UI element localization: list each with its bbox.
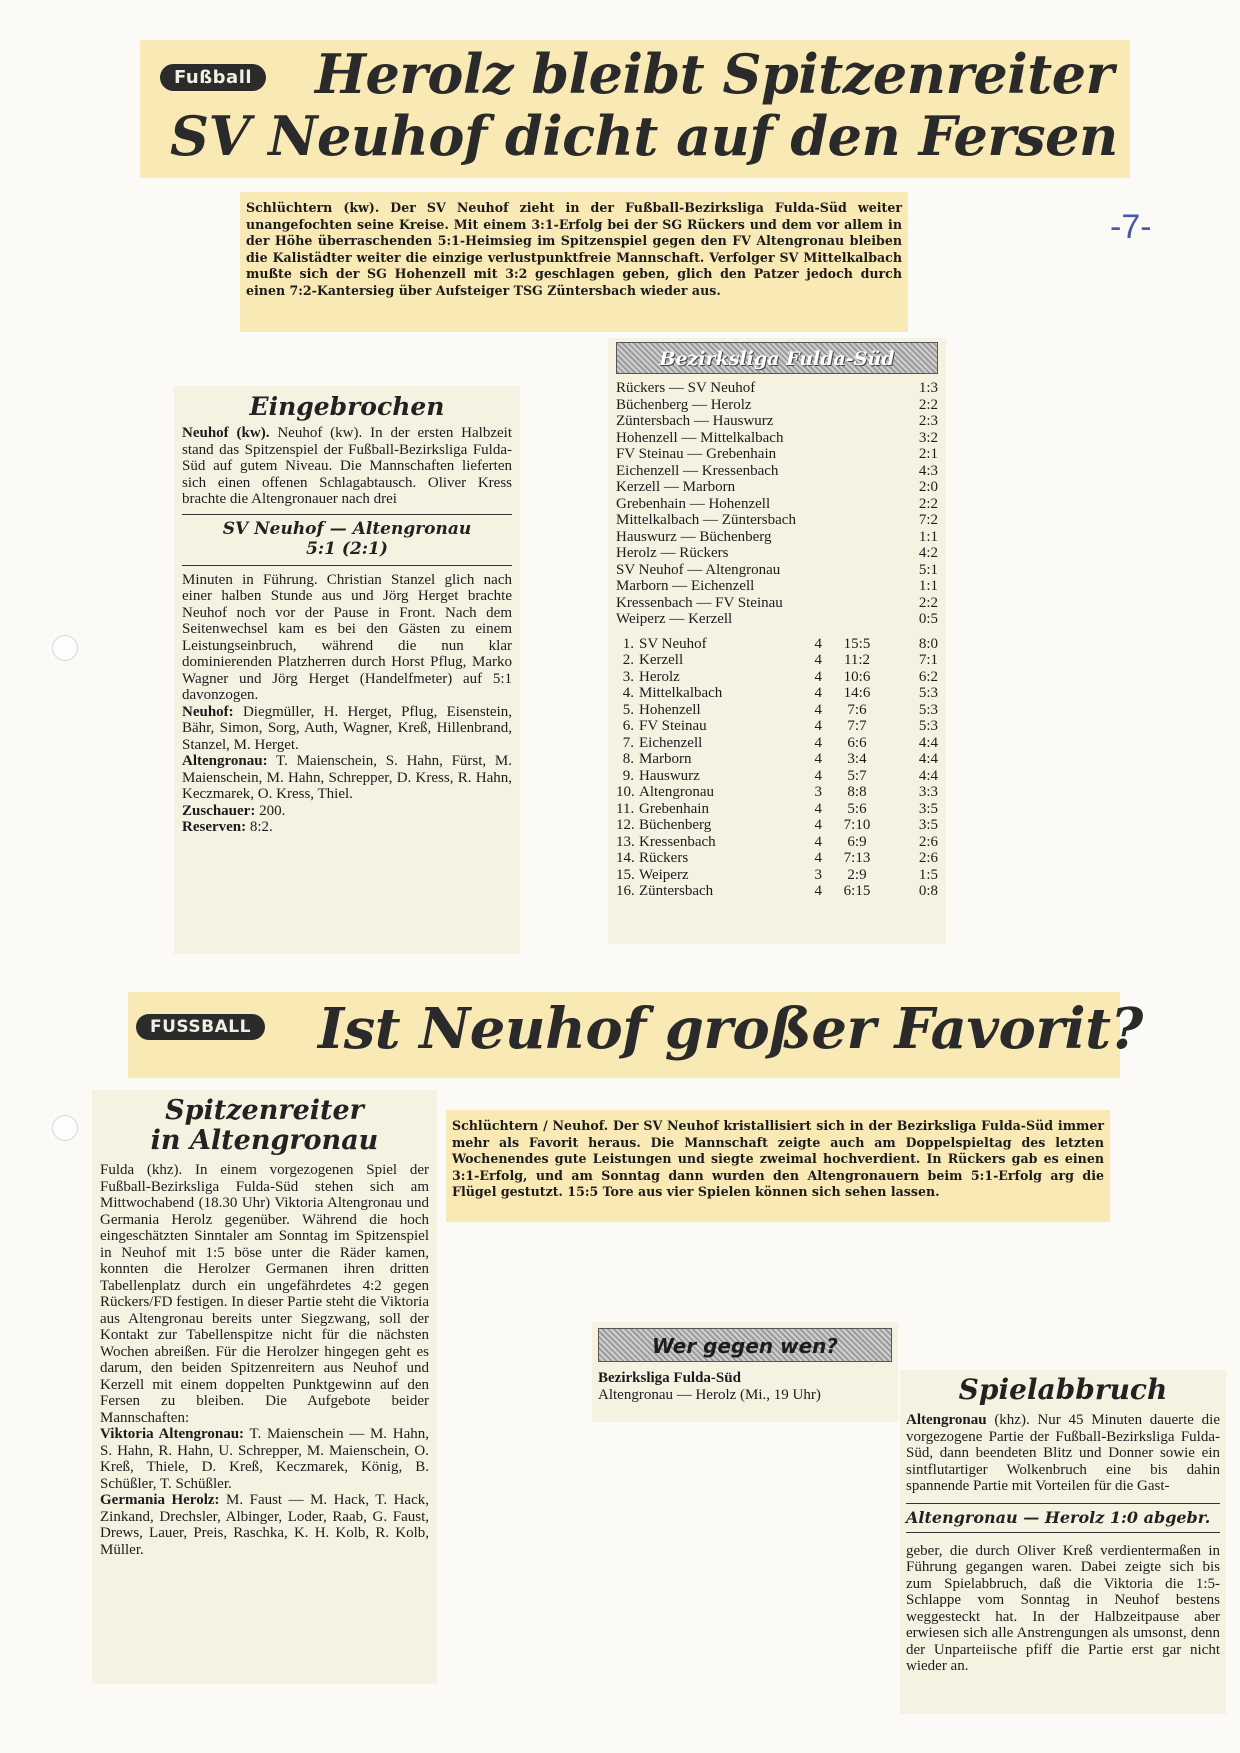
result-match: Marborn — Eichenzell: [616, 578, 755, 594]
standings-row: [616, 817, 938, 834]
result-score: 2:2: [918, 495, 938, 512]
lead2-clipping: [446, 1110, 1110, 1222]
standings-team: Eichenzell: [639, 734, 703, 751]
result-match: Grebenhain — Hohenzell: [616, 495, 771, 512]
spielabbruch-clipping: [900, 1370, 1226, 1714]
result-match: Eichenzell — Kressenbach: [616, 462, 779, 479]
standings-games: 4: [814, 734, 822, 751]
headline2: Ist Neuhof großer Favorit?: [318, 996, 1143, 1062]
standings-team: SV Neuhof: [639, 635, 707, 652]
standings-rank: 1.: [622, 635, 634, 652]
result-score: 4:3: [918, 462, 938, 479]
standings-team: Grebenhain: [639, 800, 709, 817]
standings-row: [616, 636, 938, 653]
standings-games: 4: [814, 635, 822, 652]
fixtures-league: Bezirksliga Fulda-Süd: [598, 1370, 741, 1386]
result-match: Rückers — SV Neuhof: [616, 380, 756, 396]
standings-points: 8:0: [918, 635, 938, 652]
standings-games: 4: [814, 800, 822, 817]
standings-games: 4: [814, 668, 822, 685]
result-row: [616, 496, 938, 513]
result-score: 2:1: [918, 446, 938, 462]
standings-games: 4: [814, 718, 822, 734]
result-match: Kressenbach — FV Steinau: [616, 594, 783, 611]
standings-row: [616, 801, 938, 818]
standings-team: Herolz: [639, 668, 680, 685]
lead-text: Schlüchtern (kw). Der SV Neuhof zieht in der Fußball-Bezirksliga Fulda-Süd weiter unangefochten seine Kreise. Mit einem 3:1-Erfolg bei der SG Rückers und dem vor allem in der Höhe überraschenden 5:1-Heimsieg im Spitzenspiel gegen den FV Altengronau bleiben die Kalistädter weiter die einzige verlustpunktfreie Mannschaft. Verfolger SV Mittelkalbach mußte sich der SG Hohenzell mit 3:2 geschlagen geben, glich den Patzer jedoch durch einen 7:2-Kantersieg über Aufsteiger TSG Züntersbach wieder aus.: [246, 200, 902, 298]
result-row: [616, 545, 938, 562]
match-line: Altengronau — Herolz 1:0 abgebr.: [906, 1507, 1211, 1527]
standings-team: Altengronau: [639, 784, 714, 800]
standings-rank: 12.: [616, 817, 635, 833]
standings-team: Hauswurz: [639, 767, 700, 784]
germania-lineup: [100, 1492, 429, 1558]
spitzenreiter-clipping: [92, 1090, 437, 1684]
divider: [182, 514, 512, 515]
standings-goals: 7:10: [843, 817, 871, 833]
standings-goals: 7:7: [847, 718, 867, 734]
standings-goals: 5:7: [847, 767, 867, 784]
divider: [182, 565, 512, 566]
standings-rank: 14.: [616, 850, 635, 866]
lineup-text: Diegmüller, H. Herget, Pflug, Eisenstein, Bähr, Simon, Sorg, Auth, Wagner, Kreß, Hillenbrand, Stanzel, M. Herget.: [182, 703, 512, 753]
result-score: 7:2: [918, 512, 938, 528]
table-clipping: [608, 338, 946, 944]
result-score: 1:3: [918, 380, 938, 396]
standings-games: 4: [814, 751, 822, 767]
match-score: 5:1 (2:1): [306, 538, 388, 559]
result-row: [616, 413, 938, 430]
standings-goals: 2:9: [847, 866, 867, 883]
result-match: Büchenberg — Herolz: [616, 396, 752, 413]
standings-team: Weiperz: [639, 866, 689, 883]
result-row: [616, 595, 938, 612]
result-score: 0:5: [918, 611, 938, 627]
standings-points: 6:2: [918, 668, 938, 685]
standings-points: 5:3: [918, 685, 938, 701]
standings-row: [616, 718, 938, 735]
spielabbruch-title: Spielabbruch: [958, 1373, 1168, 1406]
eingebrochen-clipping: [174, 386, 520, 954]
standings-rank: 8.: [622, 751, 634, 767]
reserven-label: Reserven:: [182, 819, 247, 835]
standings-rank: 9.: [622, 767, 634, 784]
spitzenreiter-title-2: in Altengronau: [150, 1125, 379, 1156]
spitzenreiter-title: Spitzenreiter: [165, 1095, 364, 1126]
standings-row: [616, 867, 938, 884]
result-score: 2:2: [918, 594, 938, 611]
standings-rank: 4.: [622, 685, 634, 701]
punch-hole: [52, 1115, 78, 1141]
lead2-text: Schlüchtern / Neuhof. Der SV Neuhof kristallisiert sich in der Bezirksliga Fulda-Süd immer mehr als Favorit heraus. Die Mannschaft zeigte auch am Doppelspieltag des letzten Wochenendes gute Leistungen und siegte zweimal hochverdient. In Rückers gab es einen 3:1-Erfolg, und am Sonntag dann wurden den Altengronauern beim 5:1-Erfolg arg die Flügel gestutzt. 15:5 Tore aus vier Spielen können sich sehen lassen.: [452, 1118, 1104, 1199]
standings-goals: 5:6: [847, 800, 867, 817]
standings-games: 4: [814, 817, 822, 833]
standings-team: Kressenbach: [639, 833, 716, 850]
standings-rank: 16.: [616, 883, 635, 899]
result-row: [616, 397, 938, 414]
result-row: [616, 529, 938, 546]
standings-goals: 10:6: [843, 668, 871, 685]
intro-text: (khz). Nur 45 Minuten dauerte die vorgezogene Partie der Fußball-Bezirksliga Fulda-Süd, dann beendeten Blitz und Donner sowie ein sintflutartiger Wolkenbruch eine bis dahin spannende Partie mit Vorteilen für die Gast-: [906, 1412, 1220, 1494]
fixtures-clipping: [592, 1322, 898, 1422]
spielabbruch-intro: [906, 1412, 1220, 1495]
standings-row: [616, 768, 938, 785]
standings-points: 0:8: [918, 883, 938, 899]
result-score: 4:2: [918, 545, 938, 561]
result-score: 1:1: [918, 528, 938, 545]
standings-goals: 7:6: [847, 701, 867, 718]
standings-rank: 3.: [622, 668, 634, 685]
standings-points: 3:5: [918, 800, 938, 817]
result-row: [616, 512, 938, 529]
standings-goals: 3:4: [847, 751, 867, 767]
lineup-text: T. Maienschein — M. Hahn, S. Hahn, R. Hahn, U. Schrepper, M. Maienschein, O. Kreß, Thiele, D. Kreß, Keczmarek, König, B. Schüßler, T. Schüßler.: [100, 1426, 429, 1492]
match-title: SV Neuhof — Altengronau: [222, 518, 472, 539]
page-number: -7-: [1110, 208, 1152, 246]
zuschauer: [182, 803, 512, 820]
standings-row: [616, 850, 938, 867]
result-score: 5:1: [918, 561, 938, 578]
standings-row: [616, 735, 938, 752]
result-match: Herolz — Rückers: [616, 545, 729, 561]
standings-table: [616, 636, 938, 900]
lineup-text: T. Maienschein, S. Hahn, Fürst, M. Maienschein, M. Hahn, Schrepper, D. Kress, R. Hahn, Keczmarek, O. Kress, Thiel.: [182, 753, 512, 802]
standings-goals: 6:6: [847, 734, 867, 751]
standings-goals: 15:5: [843, 635, 871, 652]
result-row: [616, 446, 938, 463]
table-title: Bezirksliga Fulda-Süd: [616, 342, 938, 374]
standings-rank: 15.: [616, 866, 635, 883]
result-score: 2:3: [918, 413, 938, 429]
fixtures-title: Wer gegen wen?: [598, 1328, 892, 1362]
result-row: [616, 479, 938, 496]
standings-row: [616, 652, 938, 669]
standings-games: 4: [814, 685, 822, 701]
result-row: [616, 430, 938, 447]
result-score: 2:0: [918, 479, 938, 495]
standings-points: 4:4: [918, 751, 938, 767]
result-match: FV Steinau — Grebenhain: [616, 446, 777, 462]
divider: [906, 1503, 1220, 1504]
standings-points: 2:6: [918, 850, 938, 866]
lead-clipping: [240, 192, 908, 332]
dateline: Altengronau: [906, 1412, 987, 1428]
spitzenreiter-body: Fulda (khz). In einem vorgezogenen Spiel der Fußball-Bezirksliga Fulda-Süd stehen sich am Mittwochabend (18.30 Uhr) Viktoria Altengronau und Germania Herolz gegenüber. Während die hoch eingeschätzten Sinntaler am Sonntag im Spitzenspiel in Neuhof mit 1:5 böse unter die Räder kamen, konnten die Herolzer Germanen ihren dritten Tabellenplatz durch ein ungefährdetes 4:2 gegen Rückers/FD festigen. In dieser Partie steht die Viktoria aus Altengronau bereits unter Siegzwang, soll der Kontakt zur Tabellenspitze nicht für die nächsten Wochen abreißen. Für die Herolzer hingegen geht es darum, den beiden Spitzenreitern aus Neuhof und Kerzell mit einem doppelten Punktgewinn auf den Fersen zu bleiben. Die Aufgebote beider Mannschaften:: [100, 1162, 429, 1426]
category-badge: Fußball: [160, 64, 266, 91]
standings-points: 4:4: [918, 767, 938, 784]
standings-team: Mittelkalbach: [639, 685, 723, 701]
standings-rank: 7.: [622, 734, 634, 751]
standings-goals: 7:13: [843, 850, 871, 866]
standings-games: 4: [814, 850, 822, 866]
result-match: SV Neuhof — Altengronau: [616, 561, 781, 578]
standings-points: 3:3: [918, 784, 938, 800]
result-row: [616, 578, 938, 595]
standings-games: 4: [814, 883, 822, 899]
standings-goals: 14:6: [843, 685, 871, 701]
result-row: [616, 463, 938, 480]
eingebrochen-intro: [182, 425, 512, 508]
result-match: Kerzell — Marborn: [616, 479, 736, 495]
result-row: [616, 380, 938, 397]
lineup-label: Neuhof:: [182, 703, 234, 720]
standings-row: [616, 883, 938, 900]
standings-team: Hohenzell: [639, 701, 701, 718]
eingebrochen-body: Minuten in Führung. Christian Stanzel glich nach einer halben Stunde aus und Jörg Herget brachte Neuhof noch vor der Pause in Front. Nach dem Seitenwechsel kam es bei den Gästen zu einem Leistungseinbruch, während die nun klar dominierenden Platzherren durch Horst Pflug, Marko Wagner und Jörg Herget (Handelfmeter) auf 5:1 davonzogen.: [182, 571, 512, 703]
standings-team: Marborn: [639, 751, 692, 767]
reserven: [182, 819, 512, 836]
standings-team: Rückers: [639, 850, 689, 866]
standings-goals: 11:2: [843, 652, 871, 668]
standings-points: 3:5: [918, 817, 938, 833]
altengronau-lineup: [182, 753, 512, 803]
intro-text: Neuhof (kw). In der ersten Halbzeit stand das Spitzenspiel der Fußball-Bezirksliga Fulda-Süd auf gutem Niveau. Die Mannschaften lieferten sich einen offenen Schlagabtausch. Oliver Kress brachte die Altengronauer nach drei: [182, 425, 512, 507]
standings-games: 3: [814, 866, 822, 883]
result-score: 2:2: [918, 396, 938, 413]
standings-row: [616, 834, 938, 851]
category-badge: FUSSBALL: [136, 1014, 265, 1040]
zuschauer-label: Zuschauer:: [182, 802, 256, 819]
standings-row: [616, 685, 938, 702]
lineup-label: Viktoria Altengronau:: [100, 1426, 245, 1442]
standings-games: 4: [814, 701, 822, 718]
standings-games: 4: [814, 767, 822, 784]
fixture: Altengronau — Herolz (Mi., 19 Uhr): [598, 1387, 821, 1403]
standings-team: FV Steinau: [639, 718, 707, 734]
headline-clipping: [140, 40, 1130, 178]
standings-row: [616, 702, 938, 719]
results-list: [616, 380, 938, 628]
standings-rank: 13.: [616, 833, 635, 850]
standings-points: 5:3: [918, 718, 938, 734]
result-row: [616, 611, 938, 628]
lineup-label: Altengronau:: [182, 753, 268, 769]
result-match: Mittelkalbach — Züntersbach: [616, 512, 796, 528]
standings-rank: 5.: [622, 701, 634, 718]
result-score: 1:1: [918, 578, 938, 594]
standings-rank: 10.: [616, 784, 635, 800]
result-match: Hauswurz — Büchenberg: [616, 528, 772, 545]
standings-team: Züntersbach: [639, 883, 714, 899]
spielabbruch-body: geber, die durch Oliver Kreß verdientermaßen in Führung gegangen waren. Dabei zeigte sich bis zum Spielabbruch, daß die Viktoria die 1:5-Schlappe vom Sonntag in Neuhof bestens weggesteckt hat. In der Halbzeitpause aber erwiesen sich alle Anstrengungen als umsonst, denn der Unparteiische pfiff die Partie erst gar nicht wieder an.: [906, 1542, 1220, 1674]
viktoria-lineup: [100, 1426, 429, 1492]
headline2-clipping: [128, 992, 1143, 1078]
standings-points: 4:4: [918, 734, 938, 751]
standings-team: Kerzell: [639, 652, 684, 668]
divider: [906, 1532, 1220, 1533]
standings-rank: 11.: [616, 800, 635, 817]
standings-team: Büchenberg: [639, 817, 712, 833]
result-score: 3:2: [918, 429, 938, 446]
standings-goals: 8:8: [847, 784, 867, 800]
standings-games: 4: [814, 652, 822, 668]
standings-rank: 6.: [622, 718, 634, 734]
result-row: [616, 562, 938, 579]
standings-goals: 6:9: [847, 833, 867, 850]
lineup-text: M. Faust — M. Hack, T. Hack, Zinkand, Drechsler, Albinger, Loder, Raab, G. Faust, Drews, Lauer, Preis, Raschka, K. H. Kolb, R. Kolb, Müller.: [100, 1492, 429, 1558]
standings-row: [616, 669, 938, 686]
standings-games: 3: [814, 784, 822, 800]
standings-games: 4: [814, 833, 822, 850]
dateline: Neuhof (kw).: [182, 425, 270, 441]
result-match: Hohenzell — Mittelkalbach: [616, 429, 784, 446]
lineup-label: Germania Herolz:: [100, 1492, 220, 1508]
headline-line1: Herolz bleibt Spitzenreiter: [315, 42, 1114, 106]
eingebrochen-title: Eingebrochen: [249, 392, 445, 421]
standings-points: 2:6: [918, 833, 938, 850]
standings-row: [616, 751, 938, 768]
result-match: Weiperz — Kerzell: [616, 611, 733, 627]
zuschauer-value: 200.: [259, 802, 286, 819]
neuhof-lineup: [182, 704, 512, 754]
standings-points: 5:3: [918, 701, 938, 718]
reserven-value: 8:2.: [249, 819, 273, 835]
result-match: Züntersbach — Hauswurz: [616, 413, 774, 429]
standings-points: 7:1: [918, 652, 938, 668]
standings-points: 1:5: [918, 866, 938, 883]
standings-row: [616, 784, 938, 801]
standings-rank: 2.: [622, 652, 634, 668]
punch-hole: [52, 635, 78, 661]
headline-line2: SV Neuhof dicht auf den Fersen: [170, 104, 1118, 168]
standings-goals: 6:15: [843, 883, 871, 899]
